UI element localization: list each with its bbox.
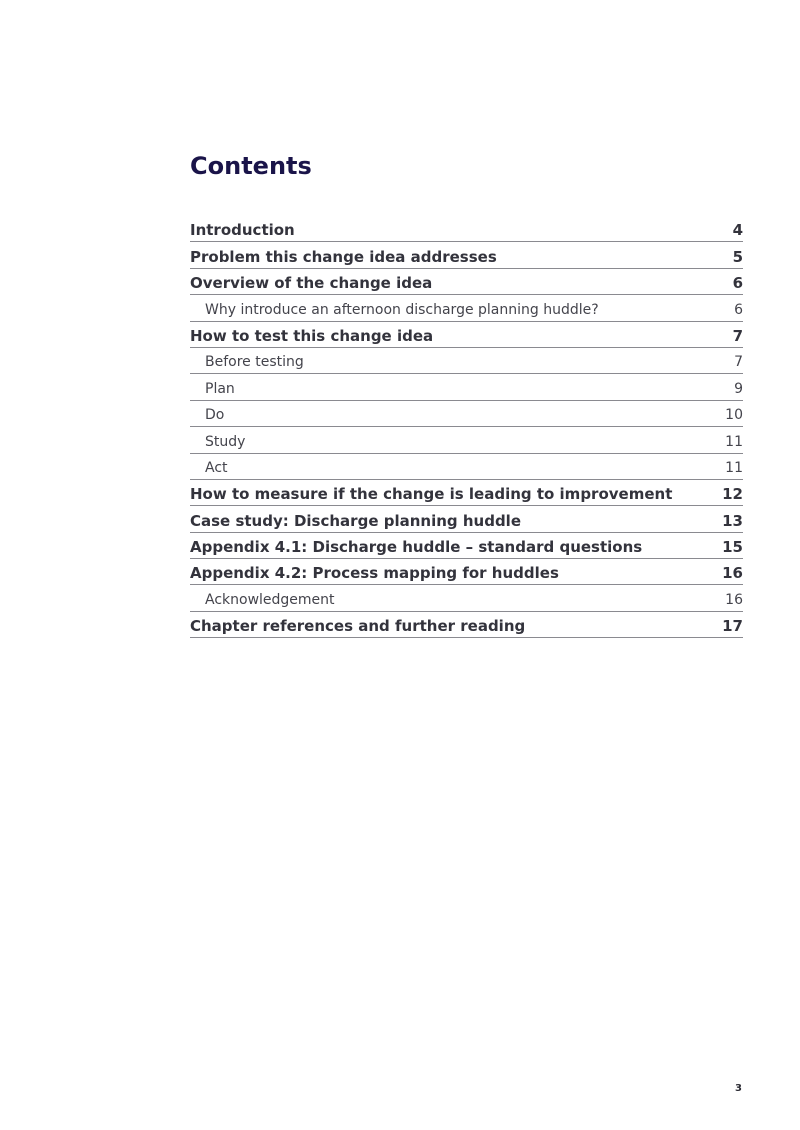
toc-subentry[interactable] <box>190 401 743 427</box>
toc-entry-label: Why introduce an afternoon discharge planning huddle? <box>205 301 599 318</box>
page-number: 3 <box>735 1083 742 1094</box>
toc-entry-page: 11 <box>725 459 743 476</box>
toc-entry-page: 10 <box>725 407 743 424</box>
toc-entry[interactable] <box>190 506 743 532</box>
toc-entry-label: Appendix 4.2: Process mapping for huddles <box>190 564 559 583</box>
toc-entry[interactable] <box>190 216 743 242</box>
toc-entry-label: Acknowledgement <box>205 591 335 608</box>
toc-entry-page: 17 <box>722 617 743 636</box>
toc-entry-label: Overview of the change idea <box>190 274 433 293</box>
toc-subentry[interactable] <box>190 454 743 480</box>
toc-entry-page: 16 <box>722 564 743 583</box>
toc-entry[interactable] <box>190 269 743 295</box>
toc-entry[interactable] <box>190 322 743 348</box>
toc-entry-page: 5 <box>732 247 743 266</box>
toc-subentry[interactable] <box>190 427 743 453</box>
toc-entry-page: 11 <box>725 433 743 450</box>
toc-entry-page: 9 <box>734 380 743 397</box>
toc-entry-page: 16 <box>725 591 743 608</box>
toc-entry-page: 6 <box>732 274 743 293</box>
toc-entry-label: Act <box>205 459 228 476</box>
table-of-contents <box>190 216 743 638</box>
toc-subentry[interactable] <box>190 374 743 400</box>
toc-entry-page: 6 <box>734 301 743 318</box>
toc-entry-label: How to measure if the change is leading to improvement <box>190 485 673 504</box>
toc-entry[interactable] <box>190 559 743 585</box>
toc-entry-label: Appendix 4.1: Discharge huddle – standard questions <box>190 538 643 557</box>
toc-entry-label: How to test this change idea <box>190 326 434 345</box>
toc-entry[interactable] <box>190 242 743 268</box>
toc-entry-label: Chapter references and further reading <box>190 617 526 636</box>
toc-entry-page: 4 <box>732 221 743 240</box>
toc-subentry[interactable] <box>190 348 743 374</box>
toc-subentry[interactable] <box>190 585 743 611</box>
toc-entry-page: 7 <box>734 354 743 371</box>
toc-entry-page: 13 <box>722 511 743 530</box>
toc-entry-page: 12 <box>722 485 743 504</box>
page-title: Contents <box>190 152 312 180</box>
toc-entry-page: 15 <box>722 538 743 557</box>
toc-entry-label: Before testing <box>205 354 304 371</box>
toc-entry-label: Plan <box>205 380 235 397</box>
toc-subentry[interactable] <box>190 295 743 321</box>
toc-entry-label: Introduction <box>190 221 295 240</box>
toc-entry[interactable] <box>190 612 743 638</box>
toc-entry-label: Problem this change idea addresses <box>190 247 497 266</box>
toc-entry[interactable] <box>190 480 743 506</box>
toc-entry-label: Case study: Discharge planning huddle <box>190 511 521 530</box>
toc-entry-page: 7 <box>732 326 743 345</box>
toc-entry[interactable] <box>190 533 743 559</box>
toc-entry-label: Do <box>205 407 225 424</box>
toc-entry-label: Study <box>205 433 246 450</box>
